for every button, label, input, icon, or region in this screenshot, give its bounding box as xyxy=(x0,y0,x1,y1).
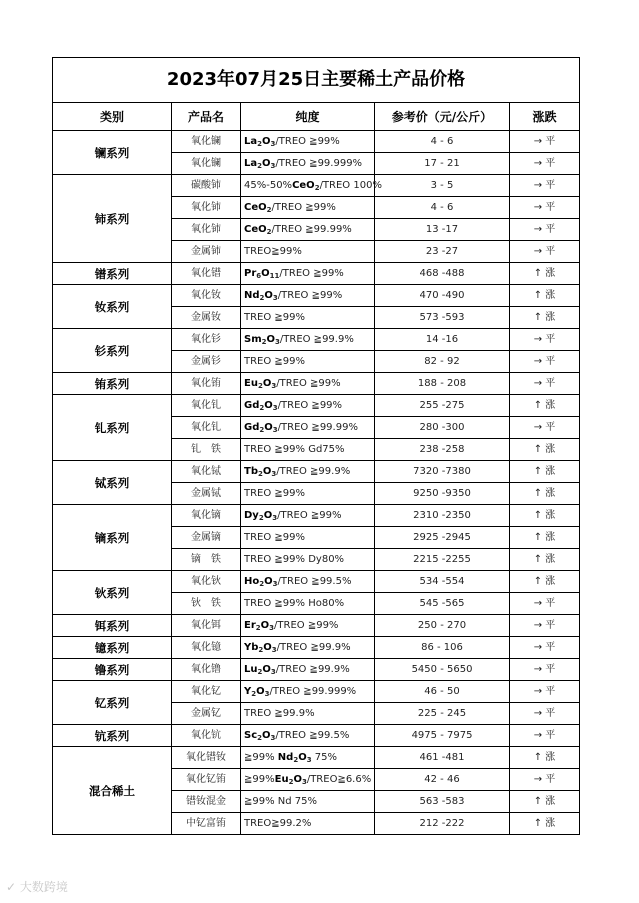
product-cell: 镝 铁 xyxy=(172,549,241,571)
purity-cell xyxy=(241,483,375,505)
category-cell: 铒系列 xyxy=(53,615,172,637)
purity-text: Yb xyxy=(244,641,259,653)
purity-cell xyxy=(241,593,375,615)
purity-text: /TREO ≧99% xyxy=(271,201,336,213)
purity-text: Nd xyxy=(244,289,260,301)
category-cell: 镥系列 xyxy=(53,659,172,681)
purity-cell xyxy=(241,813,375,835)
trend-cell: ↑ 涨 xyxy=(510,527,580,549)
purity-text: /TREO ≧99% xyxy=(277,289,343,301)
category-cell: 镧系列 xyxy=(53,131,172,175)
purity-text: /TREO ≧99.999% xyxy=(269,685,357,697)
purity-text: ≧99% xyxy=(244,751,278,763)
purity-subscript: 11 xyxy=(269,271,280,280)
purity-text: Gd xyxy=(244,399,260,411)
category-cell: 钆系列 xyxy=(53,395,172,461)
trend-cell: → 平 xyxy=(510,637,580,659)
table-row xyxy=(53,131,580,153)
product-cell: 氧化铒 xyxy=(172,615,241,637)
purity-subscript: 2 xyxy=(258,513,264,522)
trend-cell: → 平 xyxy=(510,681,580,703)
product-cell: 氧化镧 xyxy=(172,131,241,153)
trend-cell: → 平 xyxy=(510,175,580,197)
purity-subscript: 3 xyxy=(270,667,276,676)
price-cell: 13 -17 xyxy=(375,219,510,241)
purity-text: O xyxy=(264,399,273,411)
purity-cell xyxy=(241,351,375,373)
purity-subscript: 3 xyxy=(270,161,276,170)
header-product: 产品名 xyxy=(172,103,241,131)
purity-text: O xyxy=(262,157,271,169)
purity-text: Tb xyxy=(244,465,258,477)
purity-text: O xyxy=(256,685,265,697)
trend-cell: ↑ 涨 xyxy=(510,483,580,505)
product-cell: 氧化钪 xyxy=(172,725,241,747)
purity-text: /TREO ≧99% xyxy=(279,267,344,279)
purity-subscript: 2 xyxy=(257,381,263,390)
purity-subscript: 2 xyxy=(259,425,265,434)
purity-cell xyxy=(241,285,375,307)
purity-text: TREO ≧99% xyxy=(244,487,306,499)
purity-text: TREO ≧99% xyxy=(244,355,306,367)
purity-text: O xyxy=(264,575,273,587)
purity-subscript: 3 xyxy=(269,623,275,632)
purity-text: Ho xyxy=(244,575,260,587)
purity-text: O xyxy=(298,751,307,763)
purity-text: Sm xyxy=(244,333,262,345)
table-row xyxy=(53,505,580,527)
product-cell: 碳酸铈 xyxy=(172,175,241,197)
product-cell: 镨钕混金 xyxy=(172,791,241,813)
trend-cell: ↑ 涨 xyxy=(510,571,580,593)
purity-subscript: 2 xyxy=(266,227,272,236)
purity-cell xyxy=(241,791,375,813)
purity-cell xyxy=(241,219,375,241)
purity-text: 75% xyxy=(311,751,337,763)
purity-text: O xyxy=(264,421,273,433)
product-cell: 氧化铈 xyxy=(172,197,241,219)
purity-text: O xyxy=(262,663,271,675)
purity-text: /TREO ≧99.9% xyxy=(276,641,351,653)
product-cell: 氧化钆 xyxy=(172,417,241,439)
purity-cell xyxy=(241,747,375,769)
price-cell: 14 -16 xyxy=(375,329,510,351)
purity-text: Eu xyxy=(244,377,258,389)
purity-text: 45%-50% xyxy=(244,179,293,191)
price-cell: 2925 -2945 xyxy=(375,527,510,549)
purity-cell xyxy=(241,175,382,197)
price-cell: 2310 -2350 xyxy=(375,505,510,527)
purity-cell xyxy=(241,263,375,285)
product-cell: 金属钕 xyxy=(172,307,241,329)
purity-text: /TREO ≧99.5% xyxy=(275,729,350,741)
product-cell: 钬 铁 xyxy=(172,593,241,615)
purity-text: /TREO ≧99% xyxy=(275,135,340,147)
purity-text: Sc xyxy=(244,729,258,741)
price-cell: 5450 - 5650 xyxy=(375,659,510,681)
purity-text: TREO ≧99.9% xyxy=(244,707,315,719)
header-price: 参考价（元/公斤） xyxy=(375,103,510,131)
purity-cell xyxy=(241,461,375,483)
purity-text: Gd xyxy=(244,421,260,433)
purity-subscript: 3 xyxy=(270,139,276,148)
purity-subscript: 3 xyxy=(272,403,278,412)
price-cell: 280 -300 xyxy=(375,417,510,439)
purity-text: O xyxy=(262,465,272,477)
price-cell: 468 -488 xyxy=(375,263,510,285)
category-cell: 镝系列 xyxy=(53,505,172,571)
purity-cell xyxy=(241,197,375,219)
purity-text: /TREO ≧99.999% xyxy=(275,157,363,169)
category-cell: 钐系列 xyxy=(53,329,172,373)
purity-cell xyxy=(241,681,375,703)
price-cell: 17 - 21 xyxy=(375,153,510,175)
purity-text: O xyxy=(264,289,273,301)
table-row xyxy=(53,747,580,769)
purity-subscript: 3 xyxy=(264,689,270,698)
product-cell: 氧化镝 xyxy=(172,505,241,527)
header-row xyxy=(53,103,580,131)
purity-cell xyxy=(241,439,375,461)
trend-cell: ↑ 涨 xyxy=(510,461,580,483)
price-cell: 238 -258 xyxy=(375,439,510,461)
price-cell: 7320 -7380 xyxy=(375,461,510,483)
purity-text: /TREO ≧99.5% xyxy=(277,575,352,587)
purity-text: Lu xyxy=(244,663,258,675)
purity-subscript: 3 xyxy=(272,513,278,522)
price-cell: 188 - 208 xyxy=(375,373,510,395)
product-cell: 氧化钇铕 xyxy=(172,769,241,791)
category-cell: 铕系列 xyxy=(53,373,172,395)
purity-subscript: 6 xyxy=(256,271,262,280)
trend-cell: → 平 xyxy=(510,351,580,373)
purity-subscript: 2 xyxy=(257,469,263,478)
purity-subscript: 2 xyxy=(258,645,264,654)
purity-text: O xyxy=(260,619,270,631)
price-cell: 461 -481 xyxy=(375,747,510,769)
trend-cell: → 平 xyxy=(510,329,580,351)
purity-text: O xyxy=(262,135,271,147)
product-cell: 氧化镧 xyxy=(172,153,241,175)
price-cell: 3 - 5 xyxy=(375,175,510,197)
purity-cell xyxy=(241,703,375,725)
price-cell: 4 - 6 xyxy=(375,131,510,153)
purity-cell xyxy=(241,131,375,153)
purity-text: /TREO ≧99.99% xyxy=(271,223,352,235)
price-cell: 563 -583 xyxy=(375,791,510,813)
purity-cell xyxy=(241,373,375,395)
category-cell: 铈系列 xyxy=(53,175,172,263)
trend-cell: ↑ 涨 xyxy=(510,285,580,307)
category-cell: 镱系列 xyxy=(53,637,172,659)
purity-cell xyxy=(241,329,375,351)
purity-subscript: 3 xyxy=(271,645,277,654)
purity-text: La xyxy=(244,157,258,169)
purity-text: Pr xyxy=(244,267,257,279)
purity-text: Er xyxy=(244,619,256,631)
table-row xyxy=(53,681,580,703)
purity-text: CeO xyxy=(292,179,315,191)
price-cell: 23 -27 xyxy=(375,241,510,263)
trend-cell: ↑ 涨 xyxy=(510,395,580,417)
trend-cell: ↑ 涨 xyxy=(510,791,580,813)
table-row xyxy=(53,659,580,681)
trend-cell: → 平 xyxy=(510,703,580,725)
purity-text: O xyxy=(262,729,271,741)
purity-text: /TREO 100% xyxy=(319,179,382,191)
purity-text: ≧99% Nd 75% xyxy=(244,795,318,807)
table-row xyxy=(53,615,580,637)
product-cell: 金属钐 xyxy=(172,351,241,373)
purity-text: /TREO ≧99.9% xyxy=(279,333,354,345)
product-cell: 氧化铕 xyxy=(172,373,241,395)
price-cell: 4 - 6 xyxy=(375,197,510,219)
category-cell: 钇系列 xyxy=(53,681,172,725)
price-cell: 82 - 92 xyxy=(375,351,510,373)
product-cell: 氧化钇 xyxy=(172,681,241,703)
price-cell: 4975 - 7975 xyxy=(375,725,510,747)
purity-cell xyxy=(241,527,375,549)
purity-cell xyxy=(241,769,375,791)
trend-cell: ↑ 涨 xyxy=(510,263,580,285)
price-cell: 42 - 46 xyxy=(375,769,510,791)
table-row xyxy=(53,285,580,307)
table-row xyxy=(53,263,580,285)
product-cell: 金属钇 xyxy=(172,703,241,725)
purity-cell xyxy=(241,637,375,659)
purity-text: O xyxy=(263,509,273,521)
purity-text: Dy xyxy=(244,509,259,521)
product-cell: 金属镝 xyxy=(172,527,241,549)
table-row xyxy=(53,461,580,483)
purity-text: O xyxy=(261,267,270,279)
trend-cell: ↑ 涨 xyxy=(510,505,580,527)
purity-cell xyxy=(241,241,375,263)
purity-subscript: 3 xyxy=(275,337,280,346)
purity-text: /TREO ≧99% xyxy=(274,619,339,631)
category-cell: 钪系列 xyxy=(53,725,172,747)
trend-cell: → 平 xyxy=(510,593,580,615)
purity-subscript: 3 xyxy=(301,777,307,786)
purity-text: O xyxy=(263,641,272,653)
purity-subscript: 2 xyxy=(257,667,263,676)
product-cell: 氧化铽 xyxy=(172,461,241,483)
purity-subscript: 3 xyxy=(272,425,278,434)
table-row xyxy=(53,395,580,417)
product-cell: 金属铽 xyxy=(172,483,241,505)
purity-text: CeO xyxy=(244,223,267,235)
price-cell: 573 -593 xyxy=(375,307,510,329)
purity-cell xyxy=(241,307,375,329)
purity-subscript: 2 xyxy=(259,293,265,302)
purity-cell xyxy=(241,659,375,681)
price-cell: 225 - 245 xyxy=(375,703,510,725)
purity-subscript: 2 xyxy=(314,183,320,192)
purity-text: La xyxy=(244,135,258,147)
product-cell: 氧化铈 xyxy=(172,219,241,241)
price-cell: 86 - 106 xyxy=(375,637,510,659)
trend-cell: → 平 xyxy=(510,197,580,219)
price-cell: 212 -222 xyxy=(375,813,510,835)
purity-cell xyxy=(241,725,375,747)
purity-text: /TREO ≧99.9% xyxy=(275,663,350,675)
purity-text: /TREO ≧99.99% xyxy=(277,421,358,433)
purity-text: Y xyxy=(244,685,252,697)
purity-cell xyxy=(241,395,375,417)
purity-subscript: 3 xyxy=(272,293,278,302)
purity-subscript: 3 xyxy=(272,579,278,588)
purity-cell xyxy=(241,571,375,593)
purity-text: TREO ≧99% Dy80% xyxy=(244,553,345,565)
purity-subscript: 2 xyxy=(257,733,263,742)
purity-text: Nd xyxy=(277,751,294,763)
purity-subscript: 2 xyxy=(259,579,265,588)
purity-text: TREO ≧99% Ho80% xyxy=(244,597,345,609)
product-cell: 氧化钆 xyxy=(172,395,241,417)
purity-text: Eu xyxy=(274,773,289,785)
price-cell: 545 -565 xyxy=(375,593,510,615)
price-cell: 2215 -2255 xyxy=(375,549,510,571)
purity-cell xyxy=(241,153,375,175)
header-category: 类别 xyxy=(53,103,172,131)
trend-cell: → 平 xyxy=(510,615,580,637)
category-cell: 钬系列 xyxy=(53,571,172,615)
purity-subscript: 2 xyxy=(266,205,272,214)
purity-subscript: 2 xyxy=(255,623,261,632)
trend-cell: → 平 xyxy=(510,373,580,395)
table-row xyxy=(53,373,580,395)
table-row xyxy=(53,725,580,747)
trend-cell: ↑ 涨 xyxy=(510,439,580,461)
header-purity: 纯度 xyxy=(241,103,375,131)
category-cell: 混合稀土 xyxy=(53,747,172,835)
purity-text: TREO ≧99% xyxy=(244,311,306,323)
purity-cell xyxy=(241,417,375,439)
price-cell: 9250 -9350 xyxy=(375,483,510,505)
product-cell: 中钇富铕 xyxy=(172,813,241,835)
purity-text: TREO≧99.2% xyxy=(244,817,312,829)
table-row xyxy=(53,329,580,351)
purity-subscript: 2 xyxy=(259,403,265,412)
product-cell: 氧化镨钕 xyxy=(172,747,241,769)
trend-cell: → 平 xyxy=(510,241,580,263)
purity-text: /TREO≧6.6% xyxy=(306,773,372,785)
purity-subscript: 3 xyxy=(306,755,312,764)
purity-text: O xyxy=(293,773,302,785)
table-row xyxy=(53,637,580,659)
trend-cell: → 平 xyxy=(510,153,580,175)
purity-text: ≧99% xyxy=(244,773,275,785)
category-cell: 铽系列 xyxy=(53,461,172,505)
header-trend: 涨跌 xyxy=(510,103,580,131)
purity-text: TREO ≧99% xyxy=(244,531,306,543)
table-row xyxy=(53,175,580,197)
trend-cell: ↑ 涨 xyxy=(510,813,580,835)
price-table xyxy=(52,57,580,835)
product-cell: 金属铈 xyxy=(172,241,241,263)
trend-cell: → 平 xyxy=(510,769,580,791)
table-body xyxy=(53,131,580,835)
product-cell: 钆 铁 xyxy=(172,439,241,461)
purity-cell xyxy=(241,549,375,571)
price-cell: 250 - 270 xyxy=(375,615,510,637)
purity-text: O xyxy=(266,333,276,345)
product-cell: 氧化钬 xyxy=(172,571,241,593)
purity-text: /TREO ≧99.9% xyxy=(276,465,351,477)
purity-text: CeO xyxy=(244,201,267,213)
table-row xyxy=(53,571,580,593)
price-cell: 534 -554 xyxy=(375,571,510,593)
purity-subscript: 3 xyxy=(270,733,276,742)
purity-subscript: 2 xyxy=(251,689,257,698)
purity-cell xyxy=(241,615,375,637)
purity-subscript: 2 xyxy=(257,161,262,170)
trend-cell: → 平 xyxy=(510,219,580,241)
category-cell: 镨系列 xyxy=(53,263,172,285)
table-title: 2023年07月25日主要稀土产品价格 xyxy=(53,58,580,103)
price-cell: 46 - 50 xyxy=(375,681,510,703)
trend-cell: → 平 xyxy=(510,417,580,439)
purity-subscript: 2 xyxy=(293,755,299,764)
trend-cell: ↑ 涨 xyxy=(510,747,580,769)
product-cell: 氧化钐 xyxy=(172,329,241,351)
trend-cell: ↑ 涨 xyxy=(510,307,580,329)
price-cell: 470 -490 xyxy=(375,285,510,307)
purity-text: /TREO ≧99% xyxy=(276,377,341,389)
trend-cell: → 平 xyxy=(510,725,580,747)
purity-subscript: 2 xyxy=(261,337,267,346)
purity-text: TREO≧99% xyxy=(244,245,302,257)
product-cell: 氧化钕 xyxy=(172,285,241,307)
purity-cell xyxy=(241,505,375,527)
category-cell: 钕系列 xyxy=(53,285,172,329)
product-cell: 氧化镨 xyxy=(172,263,241,285)
trend-cell: → 平 xyxy=(510,131,580,153)
purity-subscript: 3 xyxy=(271,381,277,390)
product-cell: 氧化镱 xyxy=(172,637,241,659)
product-cell: 氧化镥 xyxy=(172,659,241,681)
purity-text: /TREO ≧99% xyxy=(277,509,342,521)
price-cell: 255 -275 xyxy=(375,395,510,417)
trend-cell: ↑ 涨 xyxy=(510,549,580,571)
watermark: ✓ 大数跨境 xyxy=(6,880,68,894)
purity-subscript: 2 xyxy=(257,139,262,148)
trend-cell: → 平 xyxy=(510,659,580,681)
purity-subscript: 3 xyxy=(271,469,277,478)
purity-subscript: 2 xyxy=(288,777,294,786)
purity-text: O xyxy=(262,377,272,389)
purity-text: /TREO ≧99% xyxy=(277,399,343,411)
purity-text: TREO ≧99% Gd75% xyxy=(244,443,345,455)
